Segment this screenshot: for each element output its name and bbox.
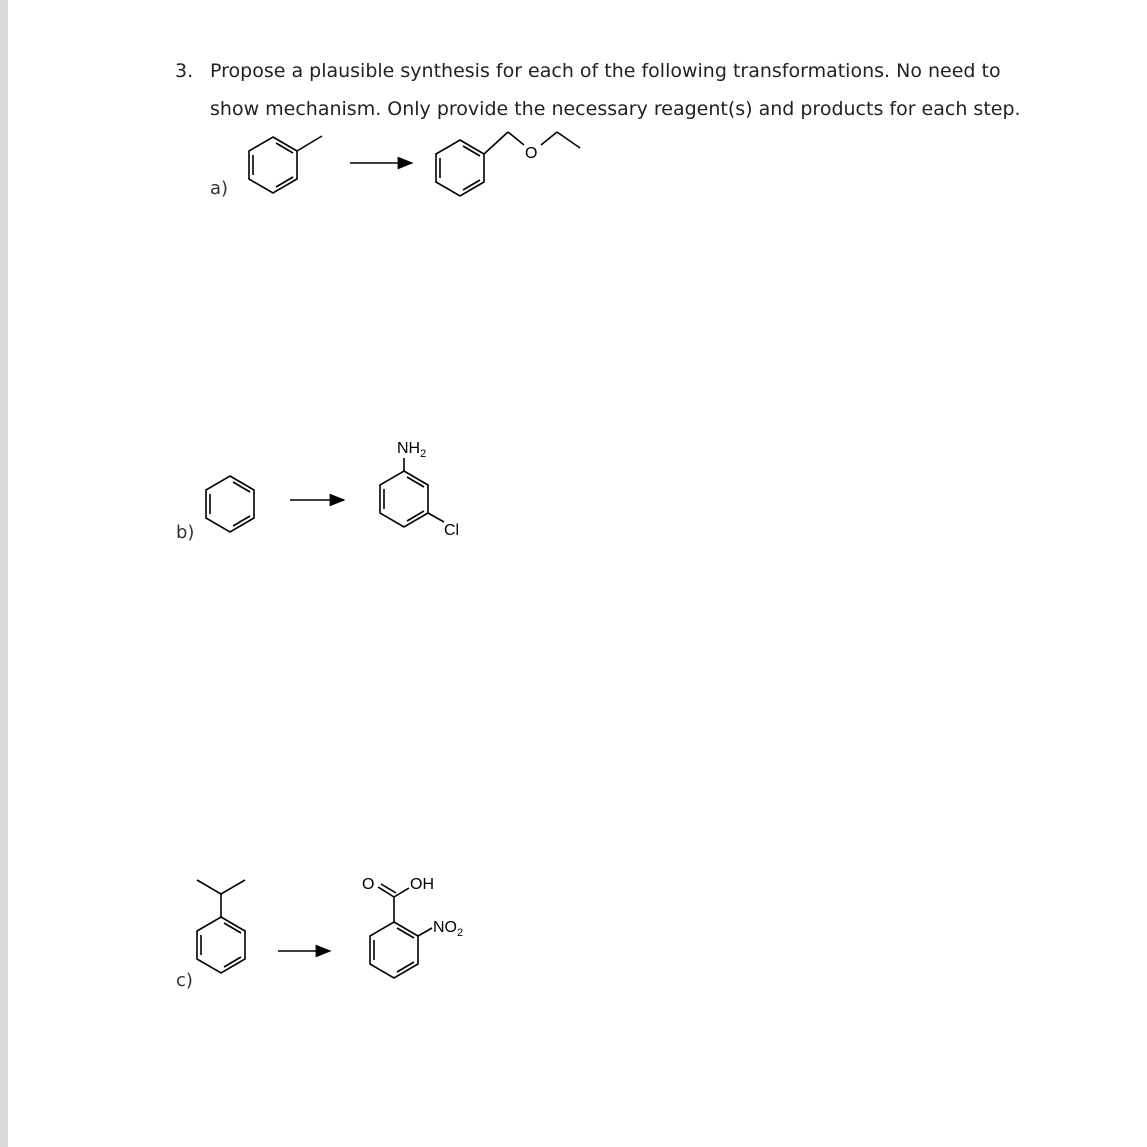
- part-a-label: a): [210, 178, 229, 199]
- question-text-line2: show mechanism. Only provide the necessary reagent(s) and products for each step.: [210, 98, 1021, 120]
- benzyl-ethyl-ether-structure: [436, 132, 580, 196]
- part-c-label: c): [176, 970, 193, 991]
- hydroxyl-label: OH: [410, 876, 434, 893]
- isopropylbenzene-structure: [197, 880, 245, 973]
- chloro-label: Cl: [444, 522, 460, 539]
- ether-oxygen-label: O: [525, 145, 538, 162]
- benzene-structure: [206, 476, 254, 532]
- nitrobenzoic-acid-structure: [362, 876, 463, 978]
- question-text-line1: Propose a plausible synthesis for each of the following transformations. No need to: [210, 60, 1001, 82]
- carbonyl-oxygen-label: O: [362, 876, 375, 893]
- toluene-structure: [249, 136, 322, 193]
- amine-label: $NH_2$: [397, 440, 427, 460]
- question-number: 3.: [175, 60, 194, 82]
- part-c-scheme: [197, 876, 463, 978]
- part-b-scheme: [206, 440, 459, 539]
- part-a-scheme: [249, 132, 580, 196]
- part-b-label: b): [176, 522, 195, 543]
- chloroaniline-structure: [380, 440, 459, 539]
- nitro-label: $NO_2$: [433, 919, 464, 939]
